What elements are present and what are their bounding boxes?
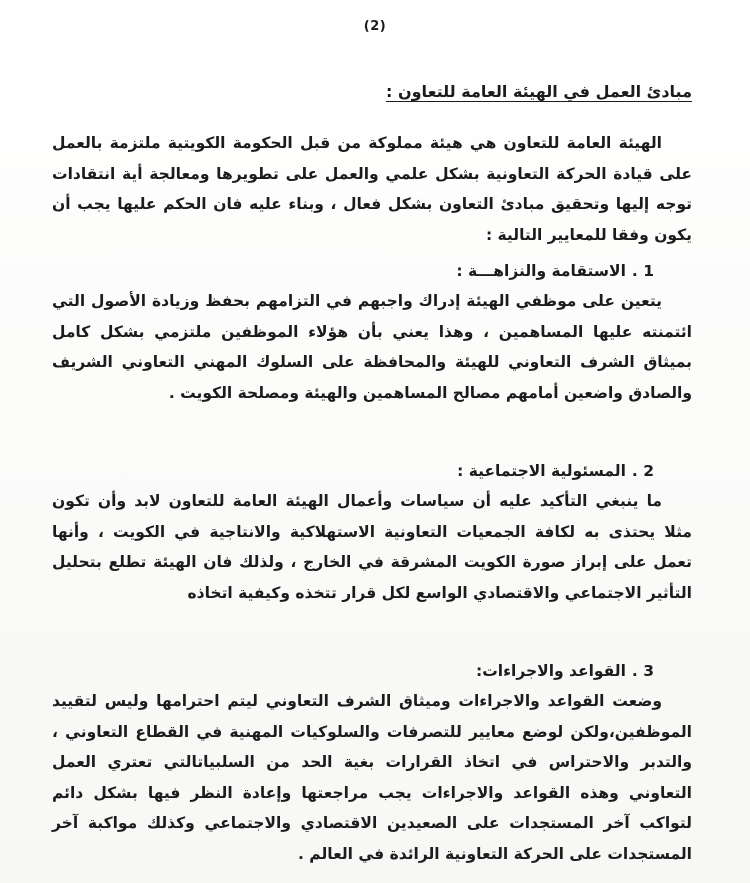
- item-heading-integrity: [52, 256, 692, 286]
- item-title: القواعد والاجراءات:: [476, 662, 626, 680]
- item-number: 3 .: [631, 662, 654, 680]
- item-paragraph-social-responsibility: ما ينبغي التأكيد عليه أن سياسات وأعمال الهيئة العامة للتعاون لابد وأن تكون مثلا يحتذى به لكافة الجمعيات التعاونية الاستهلاكية والانتاجية في الكويت ، وأنها تعمل على إبراز صورة الكويت المشرقة في الخارج ، ولذلك فان الهيئة تطلع بتحليل التأثير الاجتماعي والاقتصادي الواسع لكل قرار تتخذه وكيفية اتخاذه: [52, 492, 692, 602]
- item-heading-social-responsibility: [52, 456, 692, 486]
- intro-paragraph: الهيئة العامة للتعاون هي هيئة مملوكة من قبل الحكومة الكويتية ملتزمة بالعمل على قيادة الحركة التعاونية بشكل علمي والعمل على تطويرها ومعالجة أية انتقادات توجه إليها وتحقيق مبادئ التعاون بشكل فعال ، وبناء عليه فان الحكم عليها يجب أن يكون وفقا للمعايير التالية :: [52, 134, 692, 244]
- document-body: [52, 80, 692, 869]
- section-heading-text: مبادئ العمل في الهيئة العامة للتعاون :: [385, 82, 692, 101]
- item-number: 2 .: [631, 462, 654, 480]
- item-title: الاستقامة والنزاهـــة :: [456, 262, 626, 280]
- section-heading: [52, 80, 692, 104]
- item-title: المسئولية الاجتماعية :: [457, 462, 626, 480]
- item-paragraph-integrity: يتعين على موظفي الهيئة إدراك واجبهم في التزامهم بحفظ وزيادة الأصول التي ائتمنته عليها المساهمين ، وهذا يعني بأن هؤلاء الموظفين ملتزمي بشكل كامل بميثاق الشرف التعاوني للهيئة والمحافظة على السلوك المهني التعاوني الشريف والصادق واضعين أمامهم مصالح المساهمين والهيئة ومصلحة الكويت .: [52, 292, 692, 402]
- page-number: (2): [363, 19, 387, 34]
- item-paragraph-rules-procedures: وضعت القواعد والاجراءات وميثاق الشرف التعاوني ليتم احترامها وليس لتقييد الموظفين،ولكن لوضع معايير للتصرفات والسلوكيات المهنية في القطاع التعاوني ، والتدبر والاحتراس في اتخاذ القرارات بغية الحد من السلبياتالتي تعتري العمل التعاوني وهذه القواعد والاجراءات يجب مراجعتها وإعادة النظر فيها بشكل دائم لتواكب آخر المستجدات على الصعيدين الاقتصادي والاجتماعي وكذلك مواكبة آخر المستجدات على الحركة التعاونية الرائدة في العالم .: [52, 692, 692, 863]
- item-number: 1 .: [631, 262, 654, 280]
- item-heading-rules-procedures: [52, 656, 692, 686]
